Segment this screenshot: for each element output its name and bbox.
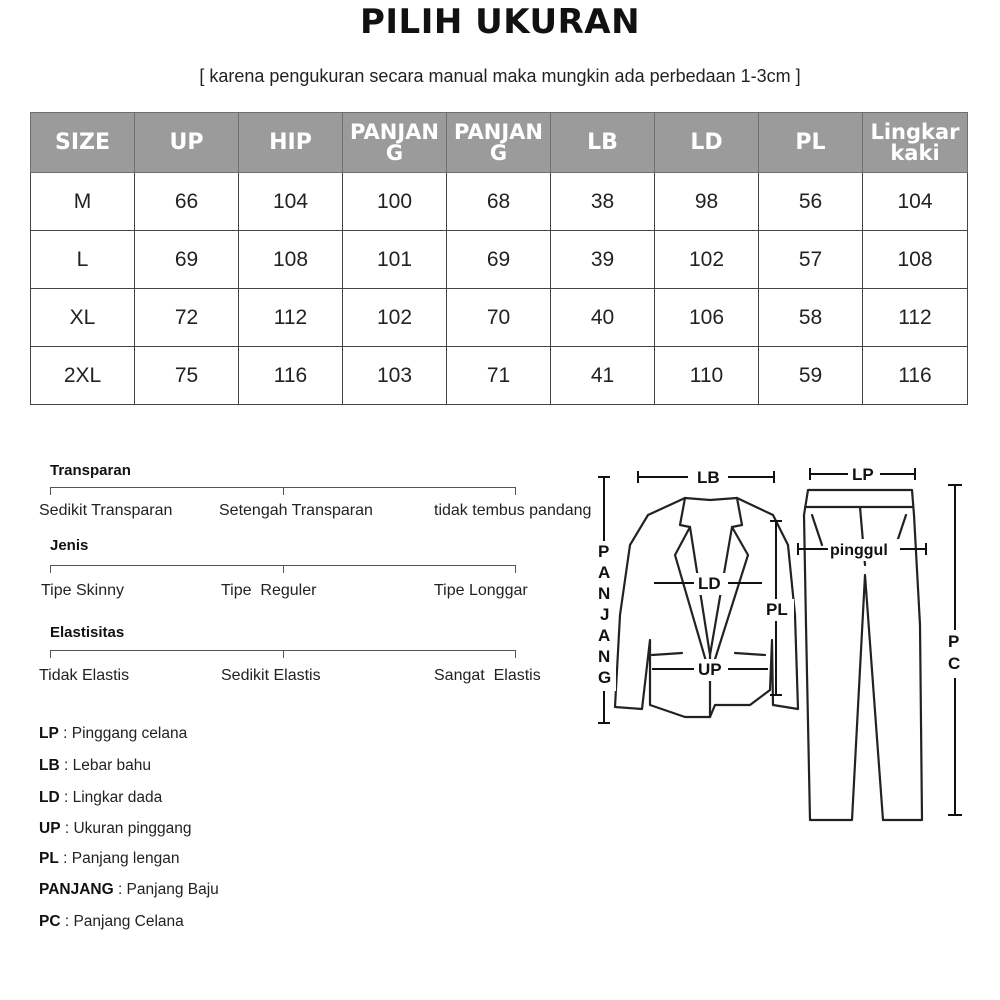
legend-desc: : Panjang Baju [113, 881, 219, 898]
label-panjang-letter: P [598, 542, 610, 561]
header-hip: HIP [239, 113, 343, 173]
table-cell: 71 [447, 347, 551, 405]
table-cell: 40 [551, 289, 655, 347]
table-header-row [31, 113, 968, 173]
header-ld: LD [655, 113, 759, 173]
legend-desc: : Ukuran pinggang [60, 820, 192, 837]
table-cell: 69 [447, 231, 551, 289]
table-cell: 58 [759, 289, 863, 347]
legend-code: PC [39, 913, 61, 930]
table-cell: 57 [759, 231, 863, 289]
table-row [31, 231, 968, 289]
label-pc-letter: P [948, 632, 960, 651]
label-panjang-letter: A [598, 626, 611, 645]
table-row [31, 173, 968, 231]
scale-title-jenis: Jenis [50, 537, 89, 554]
header-size: SIZE [31, 113, 135, 173]
header-pl: PL [759, 113, 863, 173]
table-cell: 68 [447, 173, 551, 231]
label-panjang-letter: G [598, 668, 612, 687]
table-cell: 72 [135, 289, 239, 347]
table-cell: 70 [447, 289, 551, 347]
table-cell: 41 [551, 347, 655, 405]
table-cell: 112 [239, 289, 343, 347]
header-lb: LB [551, 113, 655, 173]
jacket-pocket-icon [652, 653, 765, 655]
legend-code: LB [39, 757, 60, 774]
label-pinggul: pinggul [830, 542, 888, 559]
table-cell: M [31, 173, 135, 231]
scale-title-transparan: Transparan [50, 462, 131, 479]
label-panjang-letter: N [598, 584, 611, 603]
scale-tick [515, 650, 516, 658]
scale-tick [283, 565, 284, 573]
table-cell: 66 [135, 173, 239, 231]
table-cell: 110 [655, 347, 759, 405]
label-ld: LD [698, 574, 721, 593]
table-cell: 69 [135, 231, 239, 289]
table-cell: 59 [759, 347, 863, 405]
scale-label: Sedikit Elastis [221, 667, 321, 684]
scale-label: Tidak Elastis [39, 667, 130, 684]
scale-label: tidak tembus pandang [434, 502, 592, 519]
table-cell: 103 [343, 347, 447, 405]
table-cell: 100 [343, 173, 447, 231]
garment-measure-diagram [590, 455, 985, 955]
label-lp: LP [852, 465, 874, 484]
label-panjang-letter: N [598, 647, 611, 666]
table-cell: 75 [135, 347, 239, 405]
scale-tick [50, 487, 51, 495]
table-cell: 116 [239, 347, 343, 405]
scale-tick [515, 487, 516, 495]
legend-desc: : Panjang lengan [58, 850, 180, 867]
legend-desc: : Panjang Celana [60, 913, 184, 930]
legend-item-lp [39, 725, 187, 743]
page-title: PILIH UKURAN [359, 2, 641, 42]
size-table [30, 112, 968, 405]
legend-item-pl [39, 850, 179, 868]
legend-desc: : Pinggang celana [58, 725, 188, 742]
table-cell: L [31, 231, 135, 289]
table-cell: XL [31, 289, 135, 347]
label-pc-letter: C [948, 654, 961, 673]
legend-item-pc [39, 913, 184, 931]
table-cell: 108 [239, 231, 343, 289]
table-cell: 39 [551, 231, 655, 289]
scale-label: Tipe Reguler [221, 582, 317, 599]
table-cell: 102 [343, 289, 447, 347]
table-cell: 108 [863, 231, 968, 289]
scale-label: Sangat Elastis [434, 667, 541, 684]
legend-item-panjang [39, 881, 219, 899]
legend-code: PANJANG [39, 881, 114, 898]
table-row [31, 347, 968, 405]
table-cell: 2XL [31, 347, 135, 405]
table-cell: 38 [551, 173, 655, 231]
legend-code: LD [39, 789, 60, 806]
table-cell: 104 [239, 173, 343, 231]
scale-tick [283, 650, 284, 658]
table-cell: 98 [655, 173, 759, 231]
scale-tick [283, 487, 284, 495]
scale-tick [50, 650, 51, 658]
header-panjang-2: PANJANG [447, 113, 551, 173]
header-panjang-1: PANJANG [343, 113, 447, 173]
scale-tick [50, 565, 51, 573]
table-cell: 116 [863, 347, 968, 405]
header-lingkar-kaki: Lingkar kaki [863, 113, 968, 173]
scale-label: Setengah Transparan [219, 502, 373, 519]
scale-title-elastisitas: Elastisitas [50, 624, 125, 641]
legend-code: UP [39, 820, 61, 837]
table-cell: 101 [343, 231, 447, 289]
scale-label: Tipe Skinny [41, 582, 124, 599]
table-cell: 104 [863, 173, 968, 231]
scale-label: Sedikit Transparan [39, 502, 173, 519]
table-cell: 112 [863, 289, 968, 347]
legend-desc: : Lingkar dada [59, 789, 163, 806]
legend-item-ld [39, 789, 162, 807]
legend-desc: : Lebar bahu [59, 757, 152, 774]
label-lb: LB [697, 468, 720, 487]
scale-label: Tipe Longgar [434, 582, 528, 599]
legend-code: PL [39, 850, 59, 867]
label-panjang-letter: J [600, 605, 610, 624]
label-pl: PL [766, 600, 788, 619]
table-row [31, 289, 968, 347]
table-cell: 102 [655, 231, 759, 289]
scale-tick [515, 565, 516, 573]
legend-code: LP [39, 725, 59, 742]
legend-item-up [39, 820, 192, 838]
label-up: UP [698, 660, 722, 679]
table-cell: 106 [655, 289, 759, 347]
header-up: UP [135, 113, 239, 173]
page-subtitle: [ karena pengukuran secara manual maka mungkin ada perbedaan 1-3cm ] [199, 66, 801, 86]
table-cell: 56 [759, 173, 863, 231]
label-panjang-letter: A [598, 563, 611, 582]
legend-item-lb [39, 757, 151, 775]
